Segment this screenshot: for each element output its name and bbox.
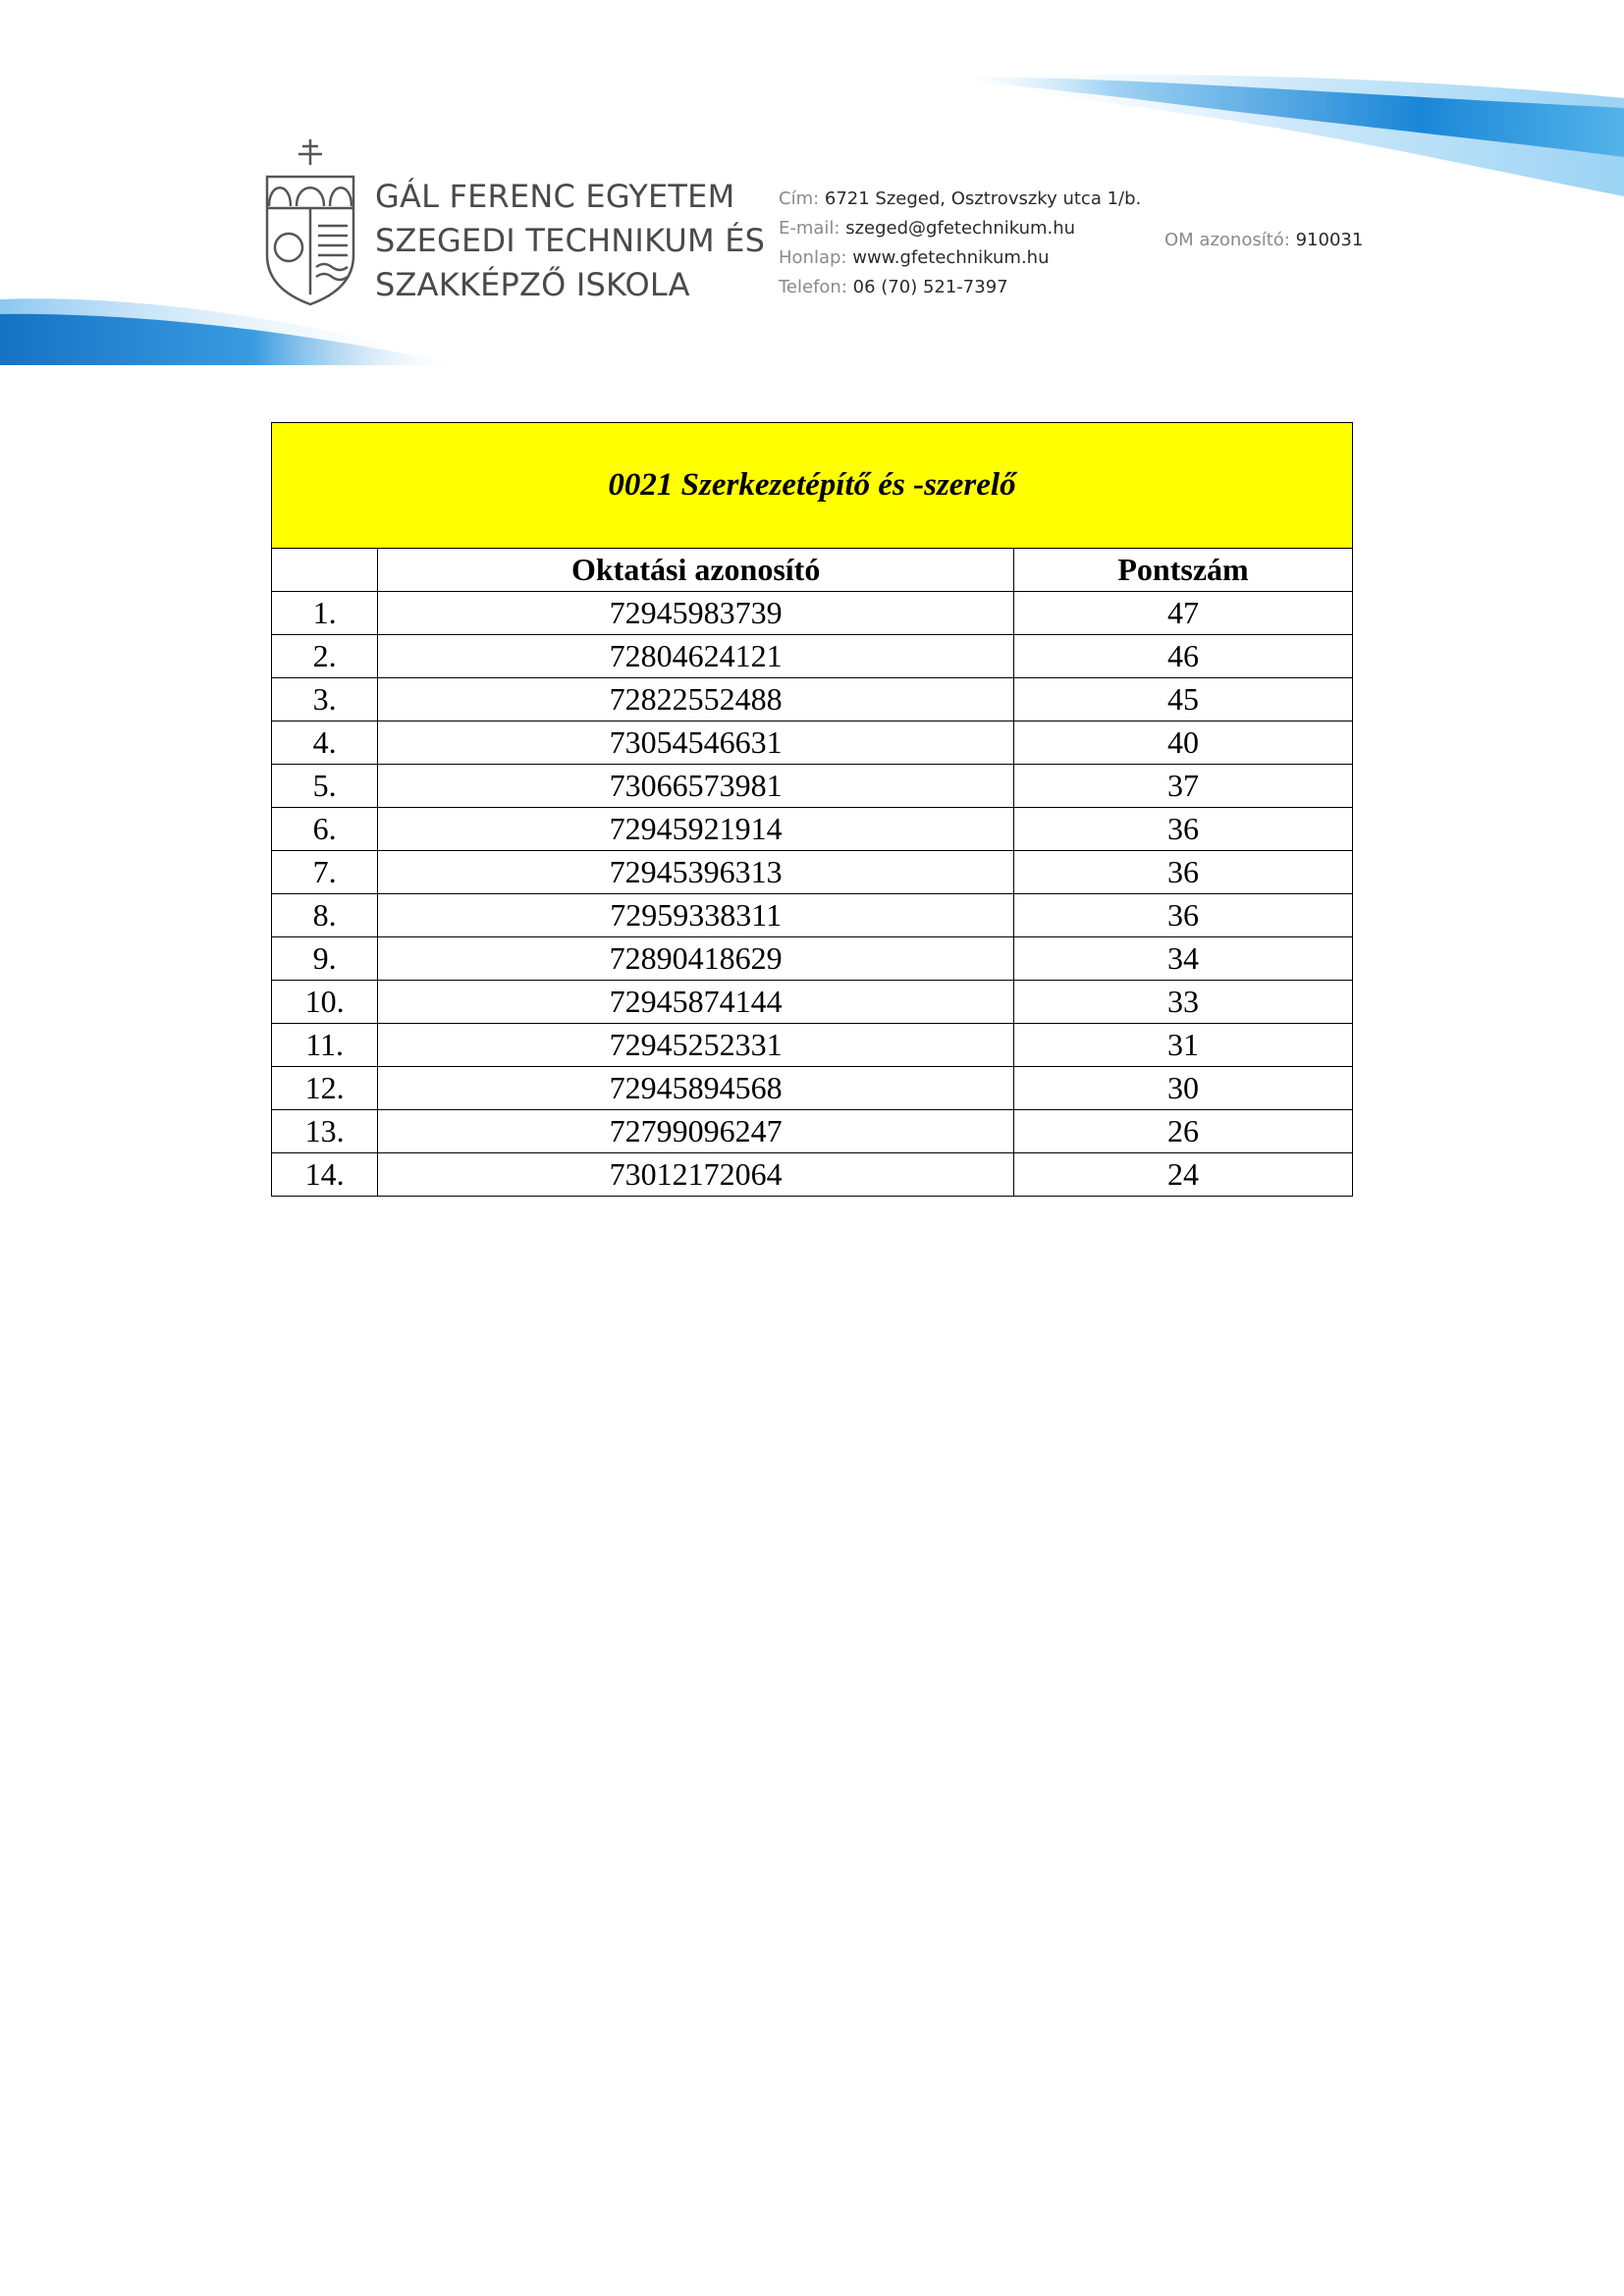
table-row	[272, 894, 1353, 937]
contact-website-value: www.gfetechnikum.hu	[852, 247, 1050, 268]
cell-rank: 2.	[272, 635, 378, 678]
column-header-score: Pontszám	[1014, 549, 1353, 592]
cell-rank: 6.	[272, 808, 378, 851]
table-row	[272, 635, 1353, 678]
om-identifier-value: 910031	[1295, 230, 1364, 250]
table-body	[272, 592, 1353, 1197]
table-row	[272, 937, 1353, 981]
contact-email-label: E-mail:	[779, 218, 840, 239]
contact-address-label: Cím:	[779, 188, 820, 209]
cell-rank: 14.	[272, 1153, 378, 1197]
cell-rank: 11.	[272, 1024, 378, 1067]
cell-education-id: 72945252331	[378, 1024, 1014, 1067]
om-identifier-label: OM azonosító:	[1164, 230, 1290, 250]
contact-phone	[779, 273, 1141, 302]
cell-education-id: 72945396313	[378, 851, 1014, 894]
cell-score: 36	[1014, 851, 1353, 894]
contact-website	[779, 243, 1141, 273]
table-row	[272, 721, 1353, 765]
cell-education-id: 72799096247	[378, 1110, 1014, 1153]
contact-block	[779, 185, 1141, 302]
table-row	[272, 592, 1353, 635]
cell-education-id: 72890418629	[378, 937, 1014, 981]
cell-score: 46	[1014, 635, 1353, 678]
table-row	[272, 851, 1353, 894]
cell-education-id: 72945874144	[378, 981, 1014, 1024]
cell-rank: 13.	[272, 1110, 378, 1153]
cell-education-id: 73066573981	[378, 765, 1014, 808]
table-header-row	[272, 549, 1353, 592]
cell-score: 34	[1014, 937, 1353, 981]
cell-score: 47	[1014, 592, 1353, 635]
cell-score: 33	[1014, 981, 1353, 1024]
cell-score: 40	[1014, 721, 1353, 765]
table-row	[272, 765, 1353, 808]
om-identifier	[1164, 230, 1363, 250]
cell-rank: 1.	[272, 592, 378, 635]
cell-score: 45	[1014, 678, 1353, 721]
table-title-row	[272, 423, 1353, 549]
school-name-line-3: SZAKKÉPZŐ ISKOLA	[375, 266, 690, 303]
cell-rank: 5.	[272, 765, 378, 808]
school-name-line-2: SZEGEDI TECHNIKUM ÉS	[375, 222, 766, 259]
cell-education-id: 73054546631	[378, 721, 1014, 765]
column-header-id: Oktatási azonosító	[378, 549, 1014, 592]
cell-education-id: 72822552488	[378, 678, 1014, 721]
cell-education-id: 72945983739	[378, 592, 1014, 635]
cell-score: 31	[1014, 1024, 1353, 1067]
table-row	[272, 808, 1353, 851]
cell-education-id: 73012172064	[378, 1153, 1014, 1197]
results-table	[271, 422, 1353, 1197]
cell-rank: 12.	[272, 1067, 378, 1110]
contact-email-value: szeged@gfetechnikum.hu	[845, 218, 1076, 239]
cell-education-id: 72804624121	[378, 635, 1014, 678]
cell-score: 24	[1014, 1153, 1353, 1197]
contact-phone-label: Telefon:	[779, 277, 847, 297]
table-row	[272, 981, 1353, 1024]
table-row	[272, 1024, 1353, 1067]
cell-rank: 3.	[272, 678, 378, 721]
cell-score: 36	[1014, 894, 1353, 937]
cell-education-id: 72945894568	[378, 1067, 1014, 1110]
table-row	[272, 678, 1353, 721]
contact-email	[779, 214, 1141, 243]
table-row	[272, 1153, 1353, 1197]
contact-address	[779, 185, 1141, 214]
column-header-rank	[272, 549, 378, 592]
school-name-line-1: GÁL FERENC EGYETEM	[375, 178, 735, 215]
table-title: 0021 Szerkezetépítő és -szerelő	[272, 423, 1353, 549]
table-row	[272, 1067, 1353, 1110]
school-name	[375, 175, 765, 307]
contact-website-label: Honlap:	[779, 247, 847, 268]
cell-rank: 8.	[272, 894, 378, 937]
table-row	[272, 1110, 1353, 1153]
cell-score: 36	[1014, 808, 1353, 851]
cell-score: 37	[1014, 765, 1353, 808]
cell-score: 30	[1014, 1067, 1353, 1110]
cell-education-id: 72945921914	[378, 808, 1014, 851]
school-crest-logo	[261, 137, 359, 309]
cell-education-id: 72959338311	[378, 894, 1014, 937]
cell-rank: 7.	[272, 851, 378, 894]
cell-rank: 4.	[272, 721, 378, 765]
contact-address-value: 6721 Szeged, Osztrovszky utca 1/b.	[824, 188, 1142, 209]
cell-rank: 9.	[272, 937, 378, 981]
cell-rank: 10.	[272, 981, 378, 1024]
contact-phone-value: 06 (70) 521-7397	[852, 277, 1008, 297]
cell-score: 26	[1014, 1110, 1353, 1153]
